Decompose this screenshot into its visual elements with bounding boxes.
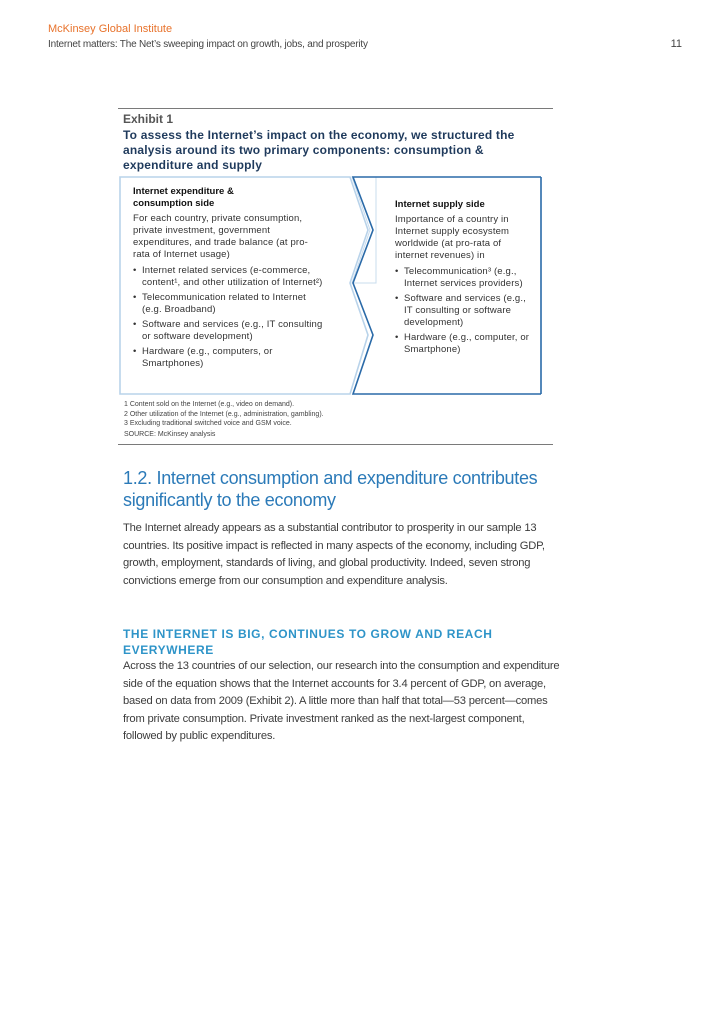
list-item: • Hardware (e.g., computers, or Smartphones) <box>133 346 323 370</box>
exhibit-bottom-rule <box>118 444 553 445</box>
consumption-side-intro: For each country, private consumption, private investment, government expenditures, and trade balance (at pro-rata of Internet usage) <box>133 213 308 260</box>
list-item: • Software and services (e.g., IT consulting or software development) <box>133 319 323 343</box>
header-report-title: Internet matters: The Net’s sweeping impact on growth, jobs, and prosperity <box>48 39 368 50</box>
list-item: • Hardware (e.g., computer, or Smartphone) <box>395 332 535 356</box>
exhibit-top-rule <box>118 108 553 109</box>
list-item: • Telecommunication related to Internet (e.g. Broadband) <box>133 292 323 316</box>
footnote-1: 1 Content sold on the Internet (e.g., video on demand). <box>124 401 295 408</box>
exhibit-footnotes <box>124 400 324 439</box>
supply-side-column <box>395 199 535 359</box>
supply-side-heading: Internet supply side <box>395 199 485 210</box>
supply-side-intro: Importance of a country in Internet supply ecosystem worldwide (at pro-rata of internet revenues) in <box>395 214 510 261</box>
section-title: 1.2. Internet consumption and expenditure contributes significantly to the economy <box>123 468 538 510</box>
footnote-2: 2 Other utilization of the Internet (e.g., administration, gambling). <box>124 410 324 418</box>
exhibit-label: Exhibit 1 <box>123 112 174 126</box>
list-item: • Internet related services (e-commerce, content¹, and other utilization of Internet²) <box>133 265 323 289</box>
consumption-side-column <box>133 186 323 373</box>
consumption-side-heading: Internet expenditure & consumption side <box>133 186 234 209</box>
exhibit-title: To assess the Internet’s impact on the economy, we structured the analysis around its two primary components: consumption & expenditure and supply <box>123 128 515 172</box>
list-item: • Telecommunication³ (e.g., Internet services providers) <box>395 266 535 290</box>
page-number: 11 <box>670 38 682 50</box>
body-paragraph-2: Across the 13 countries of our selection, our research into the consumption and expenditure side of the equation shows that the Internet accounts for 3.4 percent of GDP, on average, based on data from 2009 (Exhibit 2). A little more than half that total—53 percent—comes from private consumption. Private investment ranked as the next-largest component, followed by public expenditures. <box>123 660 560 742</box>
header-institute: McKinsey Global Institute <box>48 23 173 35</box>
source-note: SOURCE: McKinsey analysis <box>124 430 216 438</box>
body-paragraph-1: The Internet already appears as a substantial contributor to prosperity in our sample 13 countries. Its positive impact is reflected in many aspects of the economy, including GDP, growth, employment, standards of living, and global productivity. Indeed, seven strong convictions emerge from our consumption and expenditure analysis. <box>123 522 545 587</box>
footnote-3: 3 Excluding traditional switched voice and GSM voice. <box>124 420 292 427</box>
subsection-heading: THE INTERNET IS BIG, CONTINUES TO GROW AND REACH EVERYWHERE <box>123 627 493 657</box>
list-item: • Software and services (e.g., IT consulting or software development) <box>395 293 535 329</box>
